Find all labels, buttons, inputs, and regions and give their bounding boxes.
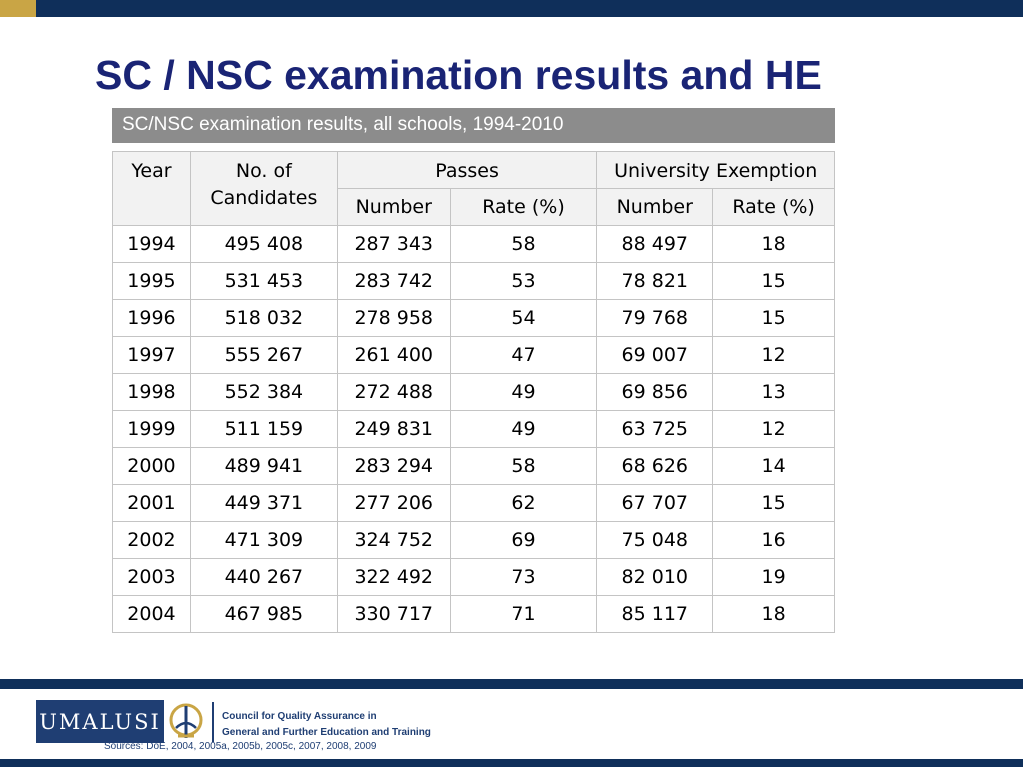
cell-exemption-number: 82 010	[597, 559, 713, 596]
slide-title: SC / NSC examination results and HE	[95, 52, 822, 98]
top-banner-bar	[0, 0, 1023, 17]
cell-year: 1996	[113, 300, 191, 337]
table-row	[113, 596, 835, 633]
cell-exemption-rate: 12	[713, 337, 835, 374]
cell-candidates: 495 408	[190, 226, 337, 263]
cell-candidates: 449 371	[190, 485, 337, 522]
cell-candidates: 511 159	[190, 411, 337, 448]
cell-candidates: 555 267	[190, 337, 337, 374]
cell-passes-number: 283 294	[337, 448, 450, 485]
cell-year: 2000	[113, 448, 191, 485]
cell-candidates: 518 032	[190, 300, 337, 337]
table-row	[113, 337, 835, 374]
cell-exemption-rate: 15	[713, 485, 835, 522]
cell-passes-rate: 73	[450, 559, 597, 596]
logo-divider	[212, 702, 214, 742]
cell-year: 2003	[113, 559, 191, 596]
cell-exemption-rate: 13	[713, 374, 835, 411]
cell-year: 2004	[113, 596, 191, 633]
cell-candidates: 467 985	[190, 596, 337, 633]
cell-passes-number: 330 717	[337, 596, 450, 633]
cell-year: 1997	[113, 337, 191, 374]
header-university-exemption: University Exemption	[597, 152, 835, 189]
umalusi-logo	[36, 700, 164, 743]
cell-candidates: 489 941	[190, 448, 337, 485]
cell-year: 2002	[113, 522, 191, 559]
cell-exemption-number: 67 707	[597, 485, 713, 522]
cell-candidates: 440 267	[190, 559, 337, 596]
cell-passes-number: 261 400	[337, 337, 450, 374]
cell-passes-rate: 49	[450, 374, 597, 411]
cell-passes-number: 287 343	[337, 226, 450, 263]
header-passes-rate: Rate (%)	[450, 189, 597, 226]
cell-passes-rate: 62	[450, 485, 597, 522]
cell-passes-number: 322 492	[337, 559, 450, 596]
cell-passes-number: 277 206	[337, 485, 450, 522]
cell-exemption-rate: 15	[713, 300, 835, 337]
logo-text: UMALUSI	[39, 709, 161, 734]
cell-exemption-number: 68 626	[597, 448, 713, 485]
cell-passes-rate: 58	[450, 448, 597, 485]
cell-exemption-number: 85 117	[597, 596, 713, 633]
cell-exemption-number: 78 821	[597, 263, 713, 300]
header-year: Year	[113, 152, 191, 226]
table-row	[113, 374, 835, 411]
cell-exemption-number: 79 768	[597, 300, 713, 337]
cell-exemption-number: 69 856	[597, 374, 713, 411]
cell-candidates: 552 384	[190, 374, 337, 411]
table-row	[113, 226, 835, 263]
cell-exemption-rate: 18	[713, 596, 835, 633]
cell-year: 1998	[113, 374, 191, 411]
cell-passes-number: 272 488	[337, 374, 450, 411]
cell-exemption-rate: 12	[713, 411, 835, 448]
table-caption-bar	[112, 108, 835, 143]
cell-exemption-rate: 18	[713, 226, 835, 263]
cell-passes-number: 249 831	[337, 411, 450, 448]
cell-passes-number: 324 752	[337, 522, 450, 559]
header-candidates: No. of Candidates	[190, 152, 337, 226]
cell-passes-rate: 71	[450, 596, 597, 633]
top-gold-accent	[0, 0, 36, 17]
cell-exemption-rate: 16	[713, 522, 835, 559]
cell-passes-number: 278 958	[337, 300, 450, 337]
cell-candidates: 471 309	[190, 522, 337, 559]
cell-year: 1995	[113, 263, 191, 300]
table-body	[113, 226, 835, 633]
cell-exemption-number: 63 725	[597, 411, 713, 448]
cell-passes-rate: 54	[450, 300, 597, 337]
cell-year: 1999	[113, 411, 191, 448]
table-caption: SC/NSC examination results, all schools, 1994-2010	[122, 114, 564, 135]
cell-year: 1994	[113, 226, 191, 263]
table-row	[113, 300, 835, 337]
header-exemption-rate: Rate (%)	[713, 189, 835, 226]
table-row	[113, 559, 835, 596]
cell-exemption-rate: 19	[713, 559, 835, 596]
cell-candidates: 531 453	[190, 263, 337, 300]
header-passes-number: Number	[337, 189, 450, 226]
table-row	[113, 411, 835, 448]
cell-exemption-number: 88 497	[597, 226, 713, 263]
cell-exemption-number: 75 048	[597, 522, 713, 559]
cell-exemption-rate: 14	[713, 448, 835, 485]
bottom-banner-bar	[0, 679, 1023, 689]
org-name-line1: Council for Quality Assurance in	[222, 711, 377, 722]
results-table	[112, 151, 835, 633]
org-name-line2: General and Further Education and Training	[222, 727, 431, 738]
cell-exemption-rate: 15	[713, 263, 835, 300]
header-exemption-number: Number	[597, 189, 713, 226]
organization-name	[222, 709, 431, 741]
umalusi-emblem-icon	[166, 698, 206, 746]
cell-passes-rate: 53	[450, 263, 597, 300]
cell-year: 2001	[113, 485, 191, 522]
table-row	[113, 522, 835, 559]
cell-passes-rate: 69	[450, 522, 597, 559]
cell-exemption-number: 69 007	[597, 337, 713, 374]
cell-passes-rate: 49	[450, 411, 597, 448]
sources-note: Sources: DoE, 2004, 2005a, 2005b, 2005c, 2007, 2008, 2009	[104, 741, 377, 752]
bottom-thin-bar	[0, 759, 1023, 767]
table-row	[113, 448, 835, 485]
cell-passes-rate: 58	[450, 226, 597, 263]
table-row	[113, 263, 835, 300]
cell-passes-rate: 47	[450, 337, 597, 374]
table-row	[113, 485, 835, 522]
header-passes: Passes	[337, 152, 597, 189]
cell-passes-number: 283 742	[337, 263, 450, 300]
